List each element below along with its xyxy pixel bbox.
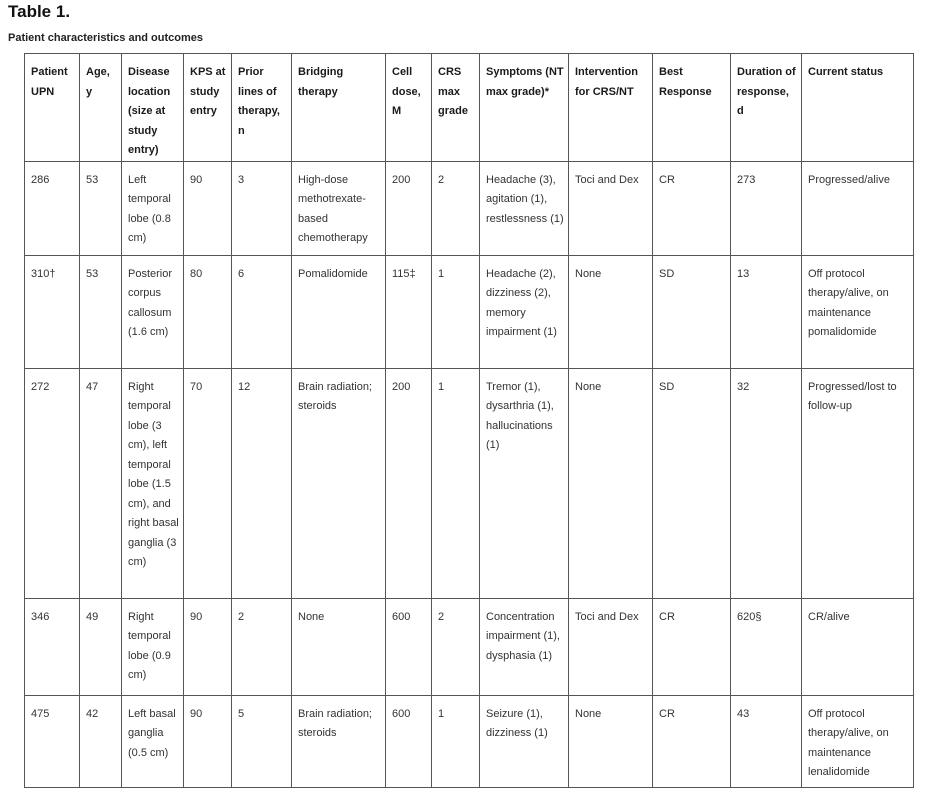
- cell-patient-upn: 272: [25, 368, 80, 598]
- table-row: [25, 695, 914, 787]
- header-bridging-therapy: Bridging therapy: [292, 54, 386, 162]
- cell-best-response: CR: [653, 695, 731, 787]
- cell-crs-max-grade: 1: [432, 695, 480, 787]
- cell-duration: 13: [731, 255, 802, 368]
- cell-crs-max-grade: 1: [432, 255, 480, 368]
- header-duration: Duration of response, d: [731, 54, 802, 162]
- cell-patient-upn: 346: [25, 598, 80, 695]
- cell-symptoms: Concentration impairment (1), dysphasia (1): [480, 598, 569, 695]
- cell-kps: 90: [184, 161, 232, 255]
- cell-disease-location: Right temporal lobe (3 cm), left temporal lobe (1.5 cm), and right basal ganglia (3 cm): [122, 368, 184, 598]
- cell-duration: 43: [731, 695, 802, 787]
- header-disease-location: Disease location (size at study entry): [122, 54, 184, 162]
- cell-intervention: Toci and Dex: [569, 598, 653, 695]
- cell-age: 47: [80, 368, 122, 598]
- cell-prior-lines: 3: [232, 161, 292, 255]
- cell-intervention: None: [569, 255, 653, 368]
- header-age: Age, y: [80, 54, 122, 162]
- cell-disease-location: Left temporal lobe (0.8 cm): [122, 161, 184, 255]
- cell-cell-dose: 200: [386, 368, 432, 598]
- cell-bridging-therapy: Brain radiation; steroids: [292, 368, 386, 598]
- patient-table: [24, 53, 914, 788]
- cell-disease-location: Right temporal lobe (0.9 cm): [122, 598, 184, 695]
- cell-age: 42: [80, 695, 122, 787]
- cell-current-status: Off protocol therapy/alive, on maintenance lenalidomide: [802, 695, 914, 787]
- cell-symptoms: Headache (3), agitation (1), restlessness (1): [480, 161, 569, 255]
- cell-duration: 273: [731, 161, 802, 255]
- cell-prior-lines: 2: [232, 598, 292, 695]
- cell-prior-lines: 6: [232, 255, 292, 368]
- cell-age: 49: [80, 598, 122, 695]
- cell-duration: 620§: [731, 598, 802, 695]
- cell-kps: 70: [184, 368, 232, 598]
- cell-current-status: CR/alive: [802, 598, 914, 695]
- cell-age: 53: [80, 161, 122, 255]
- table-subtitle: Patient characteristics and outcomes: [8, 32, 204, 44]
- cell-bridging-therapy: None: [292, 598, 386, 695]
- header-intervention: Intervention for CRS/NT: [569, 54, 653, 162]
- header-crs-max-grade: CRS max grade: [432, 54, 480, 162]
- cell-best-response: CR: [653, 598, 731, 695]
- table-row: [25, 598, 914, 695]
- table-row: [25, 368, 914, 598]
- cell-duration: 32: [731, 368, 802, 598]
- header-kps: KPS at study entry: [184, 54, 232, 162]
- header-best-response: Best Response: [653, 54, 731, 162]
- cell-bridging-therapy: Brain radiation; steroids: [292, 695, 386, 787]
- cell-patient-upn: 310†: [25, 255, 80, 368]
- header-symptoms: Symptoms (NT max grade)*: [480, 54, 569, 162]
- cell-current-status: Progressed/alive: [802, 161, 914, 255]
- cell-prior-lines: 12: [232, 368, 292, 598]
- header-prior-lines: Prior lines of therapy, n: [232, 54, 292, 162]
- cell-kps: 90: [184, 695, 232, 787]
- cell-kps: 80: [184, 255, 232, 368]
- cell-intervention: None: [569, 368, 653, 598]
- cell-best-response: CR: [653, 161, 731, 255]
- cell-patient-upn: 286: [25, 161, 80, 255]
- cell-cell-dose: 200: [386, 161, 432, 255]
- table-title: Table 1.: [8, 2, 71, 21]
- cell-intervention: None: [569, 695, 653, 787]
- cell-kps: 90: [184, 598, 232, 695]
- cell-crs-max-grade: 1: [432, 368, 480, 598]
- cell-cell-dose: 600: [386, 695, 432, 787]
- cell-cell-dose: 115‡: [386, 255, 432, 368]
- cell-best-response: SD: [653, 255, 731, 368]
- table-row: [25, 255, 914, 368]
- cell-cell-dose: 600: [386, 598, 432, 695]
- header-row: [25, 54, 914, 162]
- cell-bridging-therapy: Pomalidomide: [292, 255, 386, 368]
- cell-symptoms: Seizure (1), dizziness (1): [480, 695, 569, 787]
- cell-crs-max-grade: 2: [432, 161, 480, 255]
- cell-bridging-therapy: High-dose methotrexate-based chemotherapy: [292, 161, 386, 255]
- cell-prior-lines: 5: [232, 695, 292, 787]
- cell-current-status: Off protocol therapy/alive, on maintenance pomalidomide: [802, 255, 914, 368]
- cell-crs-max-grade: 2: [432, 598, 480, 695]
- cell-intervention: Toci and Dex: [569, 161, 653, 255]
- cell-disease-location: Left basal ganglia (0.5 cm): [122, 695, 184, 787]
- cell-patient-upn: 475: [25, 695, 80, 787]
- header-patient-upn: Patient UPN: [25, 54, 80, 162]
- header-cell-dose: Cell dose, M: [386, 54, 432, 162]
- header-current-status: Current status: [802, 54, 914, 162]
- cell-best-response: SD: [653, 368, 731, 598]
- table-row: [25, 161, 914, 255]
- cell-current-status: Progressed/lost to follow-up: [802, 368, 914, 598]
- cell-age: 53: [80, 255, 122, 368]
- cell-symptoms: Tremor (1), dysarthria (1), hallucinations (1): [480, 368, 569, 598]
- cell-symptoms: Headache (2), dizziness (2), memory impairment (1): [480, 255, 569, 368]
- cell-disease-location: Posterior corpus callosum (1.6 cm): [122, 255, 184, 368]
